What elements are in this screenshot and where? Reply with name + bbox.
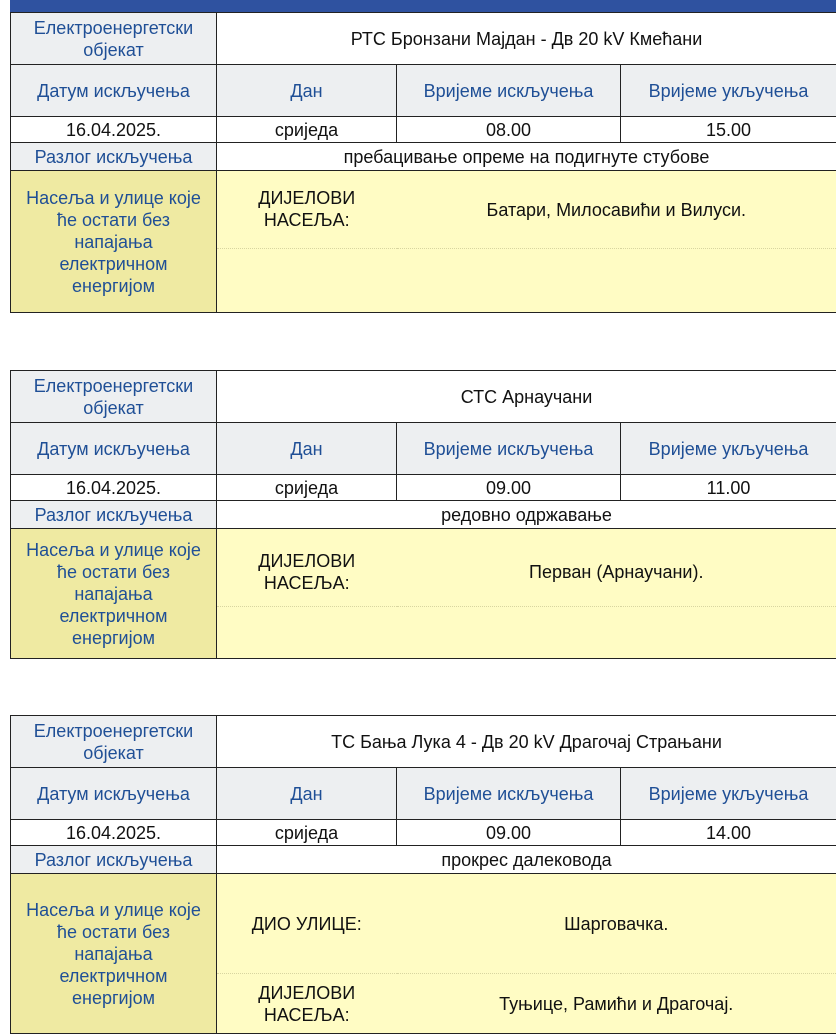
off-time-label: Вријеме искључења [397, 65, 621, 117]
area-empty [397, 607, 836, 659]
area-empty [217, 249, 397, 313]
on-time-value: 15.00 [621, 117, 836, 143]
facility-value: СТС Арнаучани [217, 371, 836, 423]
on-time-value: 11.00 [621, 475, 836, 501]
facility-label: Електроенергетски објекат [11, 716, 217, 768]
reason-value: пребацивање опреме на подигнуте стубове [217, 143, 836, 171]
outage-block-3 [10, 715, 836, 1034]
outage-block-1 [10, 12, 836, 313]
outage-table [10, 715, 836, 1034]
date-value: 16.04.2025. [11, 475, 217, 501]
day-label: Дан [217, 768, 397, 820]
areas-label: Насеља и улице које ће остати без напајања електричном енергијом [11, 529, 217, 659]
date-label: Датум искључења [11, 423, 217, 475]
reason-value: прокрес далековода [217, 846, 836, 874]
area-type: ДИО УЛИЦЕ: [217, 874, 397, 974]
day-value: сриједа [217, 475, 397, 501]
area-type: ДИЈЕЛОВИ НАСЕЉА: [217, 171, 397, 249]
day-label: Дан [217, 65, 397, 117]
date-value: 16.04.2025. [11, 820, 217, 846]
reason-value: редовно одржавање [217, 501, 836, 529]
facility-label: Електроенергетски објекат [11, 13, 217, 65]
facility-value: ТС Бања Лука 4 - Дв 20 kV Драгочај Страњани [217, 716, 836, 768]
off-time-label: Вријеме искључења [397, 768, 621, 820]
area-places: Шарговачка. [397, 874, 836, 974]
facility-label: Електроенергетски објекат [11, 371, 217, 423]
day-label: Дан [217, 423, 397, 475]
area-places: Батари, Милосавићи и Вилуси. [397, 171, 836, 249]
on-time-label: Вријеме укључења [621, 65, 836, 117]
area-type: ДИЈЕЛОВИ НАСЕЉА: [217, 529, 397, 607]
area-empty [217, 607, 397, 659]
off-time-value: 09.00 [397, 475, 621, 501]
area-empty [397, 249, 836, 313]
date-value: 16.04.2025. [11, 117, 217, 143]
area-places: Перван (Арнаучани). [397, 529, 836, 607]
on-time-label: Вријеме укључења [621, 423, 836, 475]
facility-value: РТС Бронзани Мајдан - Дв 20 kV Кмећани [217, 13, 836, 65]
off-time-value: 08.00 [397, 117, 621, 143]
date-label: Датум искључења [11, 65, 217, 117]
reason-label: Разлог искључења [11, 501, 217, 529]
areas-label: Насеља и улице које ће остати без напајања електричном енергијом [11, 171, 217, 313]
day-value: сриједа [217, 117, 397, 143]
outage-block-2 [10, 370, 836, 659]
date-label: Датум искључења [11, 768, 217, 820]
areas-label: Насеља и улице које ће остати без напајања електричном енергијом [11, 874, 217, 1034]
reason-label: Разлог искључења [11, 143, 217, 171]
reason-label: Разлог искључења [11, 846, 217, 874]
off-time-value: 09.00 [397, 820, 621, 846]
outage-table [10, 12, 836, 313]
on-time-label: Вријеме укључења [621, 768, 836, 820]
area-places: Туњице, Рамићи и Драгочај. [397, 974, 836, 1034]
area-type: ДИЈЕЛОВИ НАСЕЉА: [217, 974, 397, 1034]
day-value: сриједа [217, 820, 397, 846]
off-time-label: Вријеме искључења [397, 423, 621, 475]
header-bar [10, 0, 836, 12]
outage-table [10, 370, 836, 659]
on-time-value: 14.00 [621, 820, 836, 846]
